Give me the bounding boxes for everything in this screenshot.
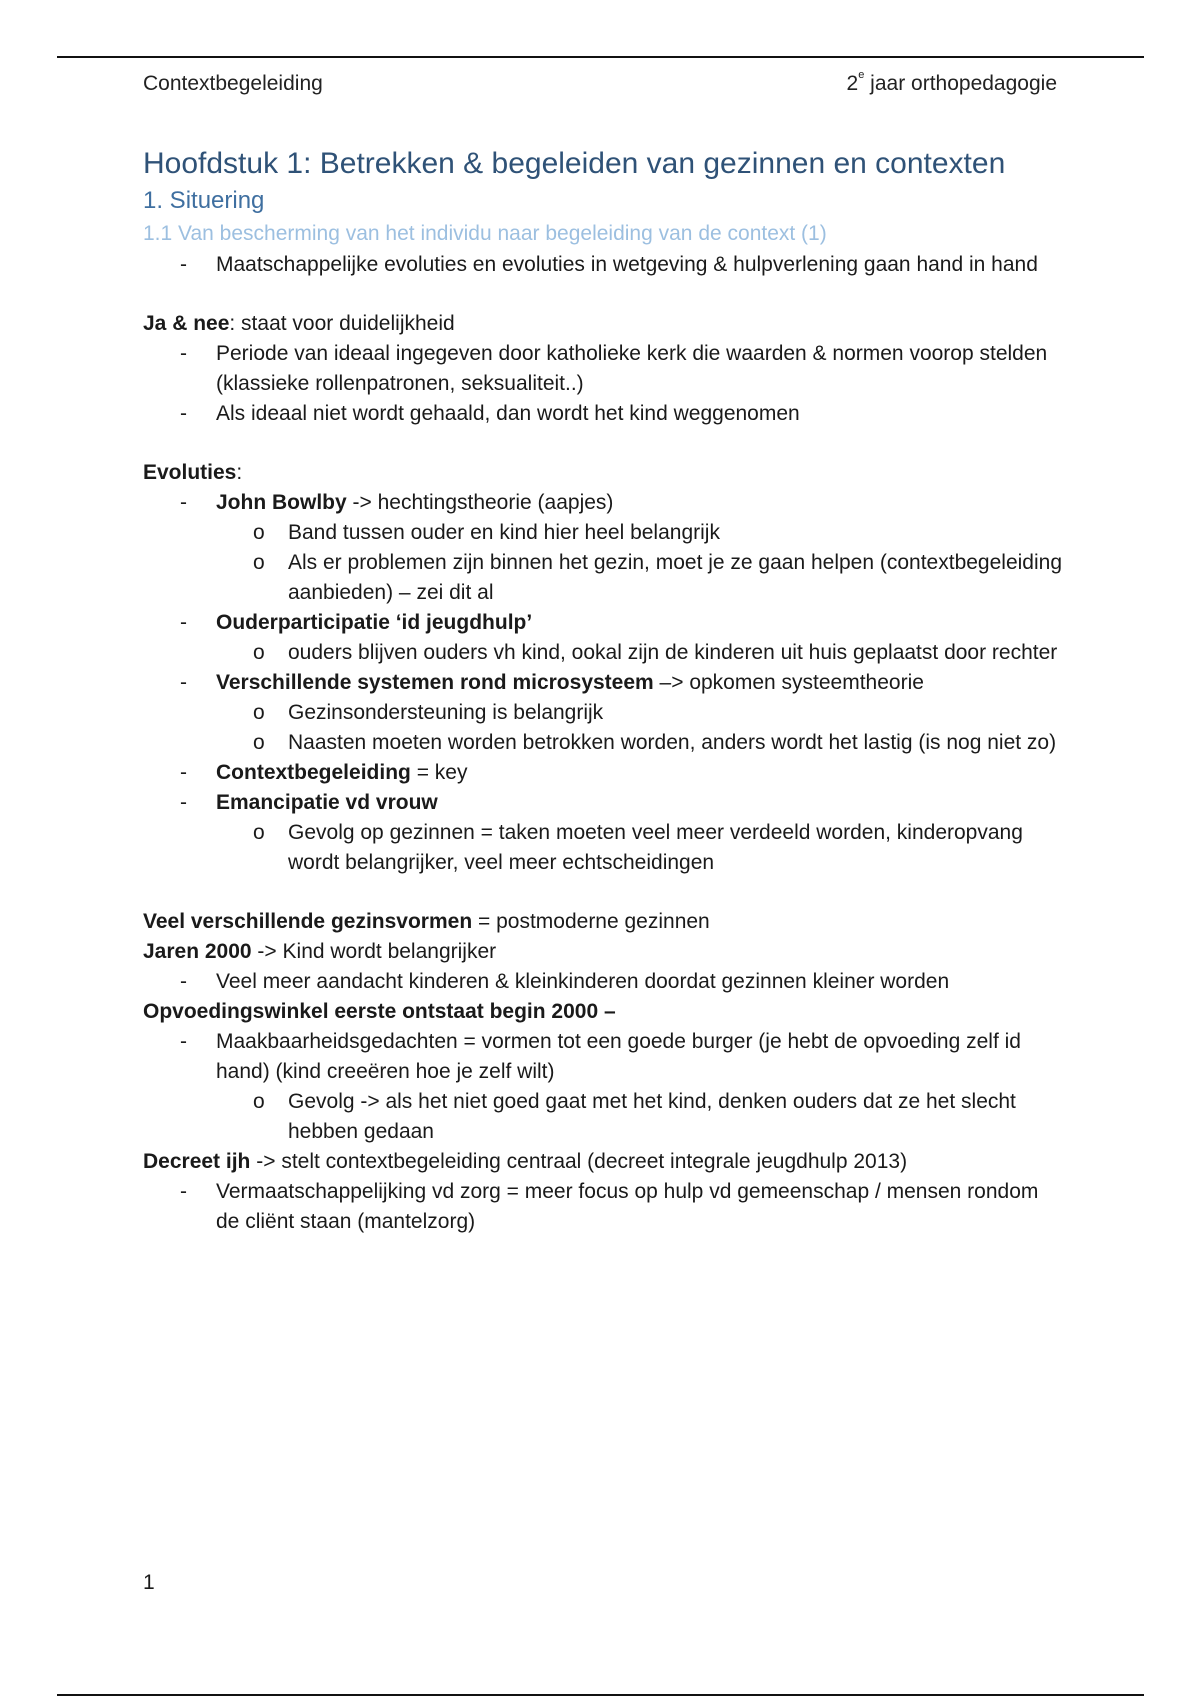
chapter-title: Hoofdstuk 1: Betrekken & begeleiden van gezinnen en contexten (143, 147, 1006, 180)
list-item: - Als ideaal niet wordt gehaald, dan wordt het kind weggenomen (180, 402, 800, 425)
sub-list-item: o Gevolg -> als het niet goed gaat met het kind, denken ouders dat ze het slecht hebben gedaan (253, 1090, 1016, 1143)
sub-list-item: o Band tussen ouder en kind hier heel belangrijk (253, 521, 720, 544)
footer-rule (57, 1694, 1144, 1696)
list-item: - Maakbaarheidsgedachten = vormen tot een goede burger (je hebt de opvoeding zelf id hand) (kind creeëren hoe je zelf wilt) (180, 1030, 1021, 1083)
sub-list-item: o Naasten moeten worden betrokken worden, anders wordt het lastig (is nog niet zo) (253, 731, 1057, 754)
list-item: - Contextbegeleiding = key (180, 761, 468, 784)
subsection-heading: 1.1 Van bescherming van het individu naar begeleiding van de context (1) (143, 222, 827, 245)
sub-list-item: o Gevolg op gezinnen = taken moeten veel meer verdeeld worden, kinderopvang wordt belangrijker, veel meer echtscheidingen (253, 821, 1023, 874)
section-heading: 1. Situering (143, 187, 265, 214)
list-item: - Periode van ideaal ingegeven door katholieke kerk die waarden & normen voorop stelden (klassieke rollenpatronen, seksualiteit..) (180, 342, 1048, 395)
opvoedingswinkel-paragraph: Opvoedingswinkel eerste ontstaat begin 2000 – (143, 1000, 616, 1023)
ja-nee-paragraph: Ja & nee: staat voor duidelijkheid (143, 312, 455, 335)
document-body (143, 143, 1063, 1237)
gezinsvormen-paragraph: Veel verschillende gezinsvormen = postmoderne gezinnen (143, 910, 710, 933)
list-item: - Emancipatie vd vrouw (180, 791, 438, 814)
sub-list-item: o Als er problemen zijn binnen het gezin, moet je ze gaan helpen (contextbegeleiding aanbieden) – zei dit al (253, 551, 1063, 604)
jaren2000-paragraph: Jaren 2000 -> Kind wordt belangrijker (143, 940, 497, 963)
list-item: - Ouderparticipatie ‘id jeugdhulp’ (180, 611, 533, 634)
list-item: - Verschillende systemen rond microsysteem –> opkomen systeemtheorie (180, 671, 924, 694)
header-course: Contextbegeleiding (143, 72, 323, 95)
sub-list-item: o ouders blijven ouders vh kind, ookal zijn de kinderen uit huis geplaatst door rechter (253, 641, 1058, 664)
decreet-paragraph: Decreet ijh -> stelt contextbegeleiding centraal (decreet integrale jeugdhulp 2013) (143, 1150, 908, 1173)
header-rule (57, 56, 1144, 58)
sub-list-item: o Gezinsondersteuning is belangrijk (253, 701, 604, 724)
page-number: 1 (143, 1571, 155, 1594)
list-item: - John Bowlby -> hechtingstheorie (aapjes) (180, 491, 614, 514)
list-item: - Maatschappelijke evoluties en evoluties in wetgeving & hulpverlening gaan hand in hand (180, 253, 1038, 276)
list-item: - Veel meer aandacht kinderen & kleinkinderen doordat gezinnen kleiner worden (180, 970, 950, 993)
page-header (143, 69, 1057, 102)
evoluties-heading: Evoluties: (143, 461, 243, 484)
list-item: - Vermaatschappelijking vd zorg = meer focus op hulp vd gemeenschap / mensen rondom de cliënt staan (mantelzorg) (180, 1180, 1039, 1233)
header-year: 2e jaar orthopedagogie (846, 69, 1057, 95)
